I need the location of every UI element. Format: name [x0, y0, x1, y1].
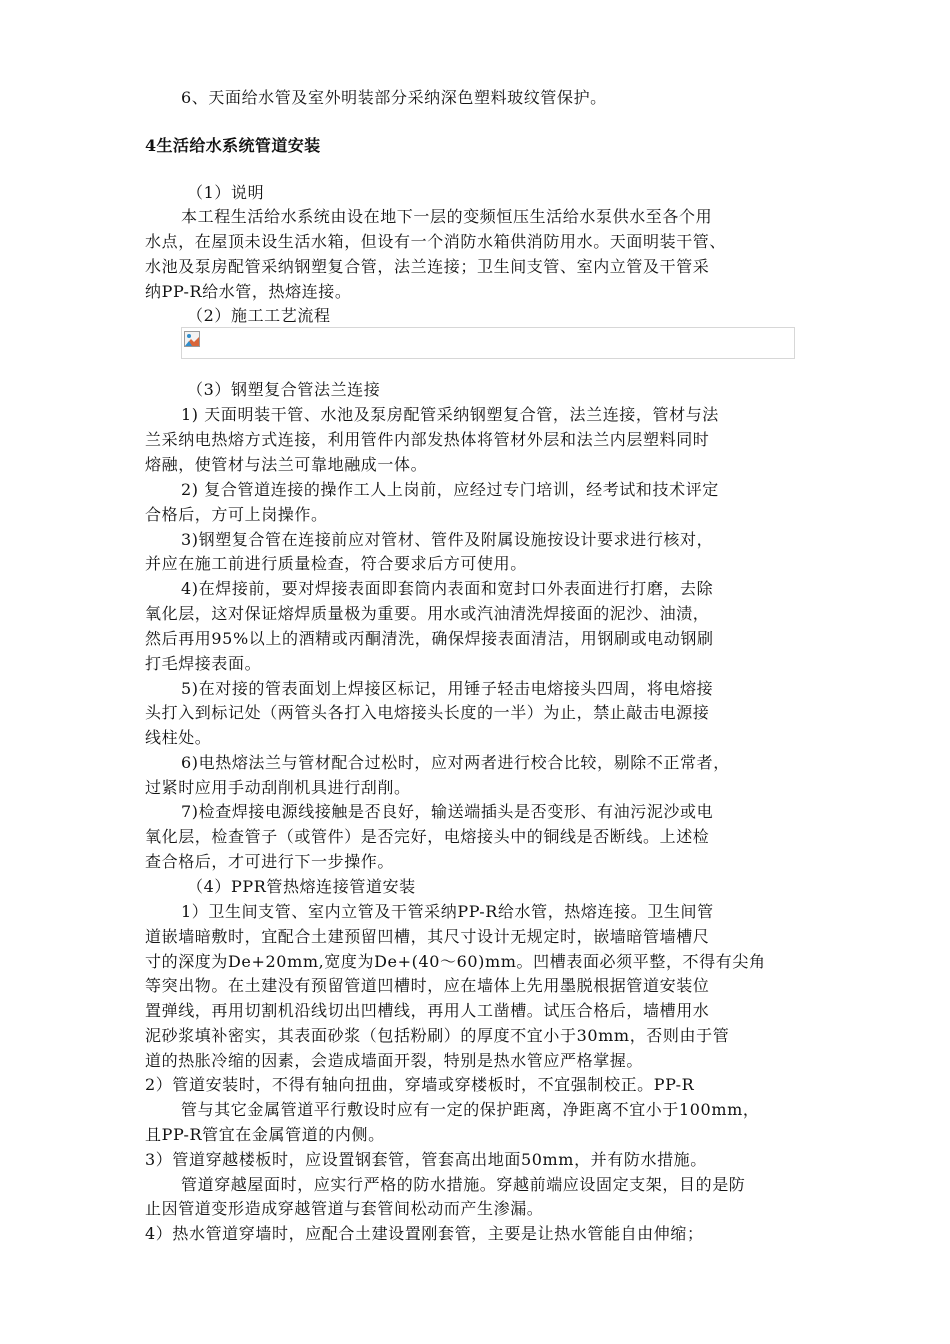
text-line: 头打入到标记处（两管头各打入电熔接头长度的一半）为止，禁止敲击电源接: [145, 703, 710, 722]
text-line: 置弹线，再用切割机沿线切出凹槽线，再用人工凿槽。试压合格后，墙槽用水: [145, 1001, 710, 1020]
text-line: 合格后，方可上岗操作。: [145, 505, 328, 524]
text-line: 本工程生活给水系统由设在地下一层的变频恒压生活给水泵供水至各个用: [181, 207, 713, 226]
section-heading: 4生活给水系统管道安装: [145, 136, 321, 155]
text-line: 2）管道安装时，不得有轴向扭曲，穿墙或穿楼板时，不宜强制校正。PP-R: [145, 1075, 695, 1094]
text-line: 5)在对接的管表面划上焊接区标记，用锤子轻击电熔接头四周，将电熔接: [181, 679, 714, 698]
text-line: 查合格后，才可进行下一步操作。: [145, 852, 395, 871]
text-line: 7)检查焊接电源线接触是否良好，输送端插头是否变形、有油污泥沙或电: [181, 802, 714, 821]
subsection-heading: （1）说明: [187, 183, 265, 202]
text-line: 并应在施工前进行质量检查，符合要求后方可使用。: [145, 554, 527, 573]
text-line: 水池及泵房配管采纳钢塑复合管，法兰连接；卫生间支管、室内立管及干管采: [145, 257, 710, 276]
text-line: 1）卫生间支管、室内立管及干管采纳PP-R给水管，热熔连接。卫生间管: [181, 902, 714, 921]
text-line: 熔融，使管材与法兰可靠地融成一体。: [145, 455, 428, 474]
text-line: 3）管道穿越楼板时，应设置钢套管，管套高出地面50mm，并有防水措施。: [145, 1150, 707, 1169]
broken-image-icon: [184, 331, 200, 347]
text-line: 管道穿越屋面时，应实行严格的防水措施。穿越前端应设固定支架，目的是防: [181, 1175, 746, 1194]
subsection-heading: （2）施工工艺流程: [187, 306, 331, 325]
text-line: 4)在焊接前，要对焊接表面即套筒内表面和宽封口外表面进行打磨，去除: [181, 579, 714, 598]
text-line: 6、天面给水管及室外明装部分采纳深色塑料玻纹管保护。: [181, 88, 607, 107]
text-line: 兰采纳电热熔方式连接，利用管件内部发热体将管材外层和法兰内层塑料同时: [145, 430, 710, 449]
subsection-heading: （3）钢塑复合管法兰连接: [187, 380, 381, 399]
text-line: 氧化层，这对保证熔焊质量极为重要。用水或汽油清洗焊接面的泥沙、油渍，: [145, 604, 710, 623]
subsection-heading: （4）PPR管热熔连接管道安装: [187, 877, 416, 896]
text-line: 道的热胀冷缩的因素，会造成墙面开裂，特别是热水管应严格掌握。: [145, 1051, 644, 1070]
text-line: 水点，在屋顶未设生活水箱，但设有一个消防水箱供消防用水。天面明装干管、: [145, 232, 727, 251]
text-line: 2) 复合管道连接的操作工人上岗前，应经过专门培训，经考试和技术评定: [181, 480, 719, 499]
text-line: 然后再用95%以上的酒精或丙酮清洗，确保焊接表面清洁，用钢刷或电动钢刷: [145, 629, 714, 648]
text-line: 纳PP-R给水管，热熔连接。: [145, 282, 352, 301]
text-line: 等突出物。在土建没有预留管道凹槽时，应在墙体上先用墨脱根据管道安装位: [145, 976, 710, 995]
text-line: 止因管道变形造成穿越管道与套管间松动而产生渗漏。: [145, 1199, 544, 1218]
text-line: 4）热水管道穿墙时，应配合土建设置刚套管，主要是让热水管能自由伸缩；: [145, 1224, 704, 1243]
text-line: 1) 天面明装干管、水池及泵房配管采纳钢塑复合管，法兰连接，管材与法: [181, 405, 719, 424]
flowchart-image-placeholder: [181, 327, 795, 359]
text-line: 3)钢塑复合管在连接前应对管材、管件及附属设施按设计要求进行核对，: [181, 530, 714, 549]
text-line: 线柱处。: [145, 728, 212, 747]
text-line: 泥砂浆填补密实，其表面砂浆（包括粉刷）的厚度不宜小于30mm，否则由于管: [145, 1026, 730, 1045]
text-line: 寸的深度为De+20mm,宽度为De+(40～60)mm。凹槽表面必须平整，不得有尖角: [145, 952, 766, 971]
text-line: 道嵌墙暗敷时，宜配合土建预留凹槽，其尺寸设计无规定时，嵌墙暗管墙槽尺: [145, 927, 710, 946]
text-line: 6)电热熔法兰与管材配合过松时，应对两者进行校合比较，剔除不正常者，: [181, 753, 730, 772]
text-line: 过紧时应用手动刮削机具进行刮削。: [145, 778, 411, 797]
text-line: 管与其它金属管道平行敷设时应有一定的保护距离，净距离不宜小于100mm，: [181, 1100, 760, 1119]
text-line: 且PP-R管宜在金属管道的内侧。: [145, 1125, 385, 1144]
text-line: 打毛焊接表面。: [145, 654, 262, 673]
text-line: 氧化层，检查管子（或管件）是否完好，电熔接头中的铜线是否断线。上述检: [145, 827, 710, 846]
